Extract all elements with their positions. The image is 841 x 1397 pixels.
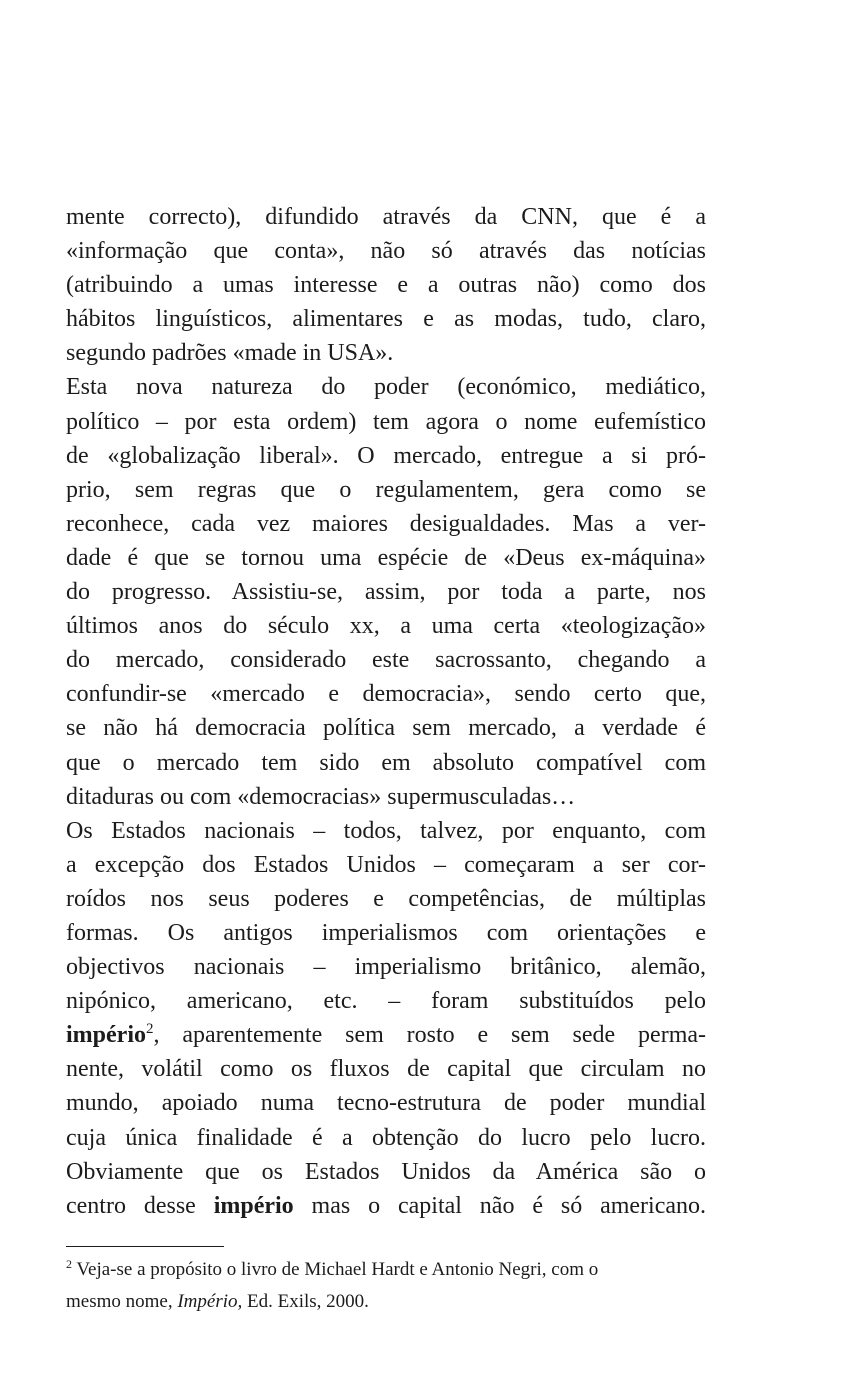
imperio-line-rest: , aparentemente sem rosto e sem sede perma- bbox=[153, 1022, 706, 1049]
final-line-after: mas o capital não é só americano. bbox=[293, 1192, 707, 1219]
text-line: político – por esta ordem) tem agora o nome eufemístico bbox=[66, 408, 706, 435]
text-line: de «globalização liberal». O mercado, entregue a si pró- bbox=[66, 442, 706, 469]
footnote-line bbox=[66, 1286, 706, 1318]
text-line: últimos anos do século xx, a uma certa «teologização» bbox=[66, 613, 706, 640]
text-line: mente correcto), difundido através da CNN, que é a bbox=[66, 204, 706, 230]
text-line: nente, volátil como os fluxos de capital que circulam no bbox=[66, 1056, 706, 1083]
text-line: ditaduras ou com «democracias» supermusculadas… bbox=[66, 783, 576, 810]
text-line: do progresso. Assistiu-se, assim, por toda a parte, nos bbox=[66, 579, 706, 606]
text-line: prio, sem regras que o regulamentem, gera como se bbox=[66, 476, 706, 503]
text-line: roídos nos seus poderes e competências, de múltiplas bbox=[66, 885, 706, 912]
footnote bbox=[66, 1254, 706, 1318]
footnote-text: Ed. Exils, 2000. bbox=[242, 1291, 369, 1312]
text-line: mundo, apoiado numa tecno-estrutura de poder mundial bbox=[66, 1090, 706, 1117]
text-line: Obviamente que os Estados Unidos da América são o bbox=[66, 1158, 706, 1185]
footnote-divider bbox=[66, 1246, 224, 1247]
text-line: Os Estados nacionais – todos, talvez, por enquanto, com bbox=[66, 817, 706, 844]
text-line: confundir-se «mercado e democracia», sendo certo que, bbox=[66, 681, 706, 708]
text-line: cuja única finalidade é a obtenção do lucro pelo lucro. bbox=[66, 1124, 706, 1151]
footnote-text: Veja-se a propósito o livro de Michael Hardt e Antonio Negri, com o bbox=[72, 1259, 599, 1280]
footnote-ref: 2 bbox=[145, 1021, 154, 1038]
text-line: que o mercado tem sido em absoluto compatível com bbox=[66, 749, 706, 776]
text-line-imperio bbox=[66, 1018, 706, 1052]
text-line: nipónico, americano, etc. – foram substituídos pelo bbox=[66, 988, 706, 1015]
text-line: formas. Os antigos imperialismos com orientações e bbox=[66, 919, 706, 946]
text-line: do mercado, considerado este sacrossanto, chegando a bbox=[66, 647, 706, 674]
final-line-before: centro desse bbox=[66, 1192, 214, 1219]
text-line: (atribuindo a umas interesse e a outras não) como dos bbox=[66, 272, 706, 299]
text-line: Esta nova natureza do poder (económico, mediático, bbox=[66, 374, 706, 401]
footnote-number: 2 bbox=[66, 1257, 72, 1271]
text-line: objectivos nacionais – imperialismo britânico, alemão, bbox=[66, 954, 706, 981]
text-line: segundo padrões «made in USA». bbox=[66, 340, 394, 367]
book-title: Império, bbox=[177, 1291, 243, 1312]
text-line: se não há democracia política sem mercado, a verdade é bbox=[66, 715, 706, 742]
text-line: a excepção dos Estados Unidos – começaram a ser cor- bbox=[66, 851, 706, 878]
text-line: reconhece, cada vez maiores desigualdades. Mas a ver- bbox=[66, 510, 706, 537]
imperio-bold: império bbox=[213, 1192, 294, 1219]
footnote-text: mesmo nome, bbox=[66, 1291, 178, 1312]
text-line: «informação que conta», não só através das notícias bbox=[66, 238, 706, 265]
footnote-line bbox=[66, 1254, 706, 1286]
imperio-bold: império bbox=[66, 1022, 146, 1049]
text-line: dade é que se tornou uma espécie de «Deus ex-máquina» bbox=[66, 544, 706, 571]
body-text bbox=[66, 200, 706, 1223]
text-line-final bbox=[66, 1189, 706, 1223]
text-line: hábitos linguísticos, alimentares e as modas, tudo, claro, bbox=[66, 306, 706, 333]
